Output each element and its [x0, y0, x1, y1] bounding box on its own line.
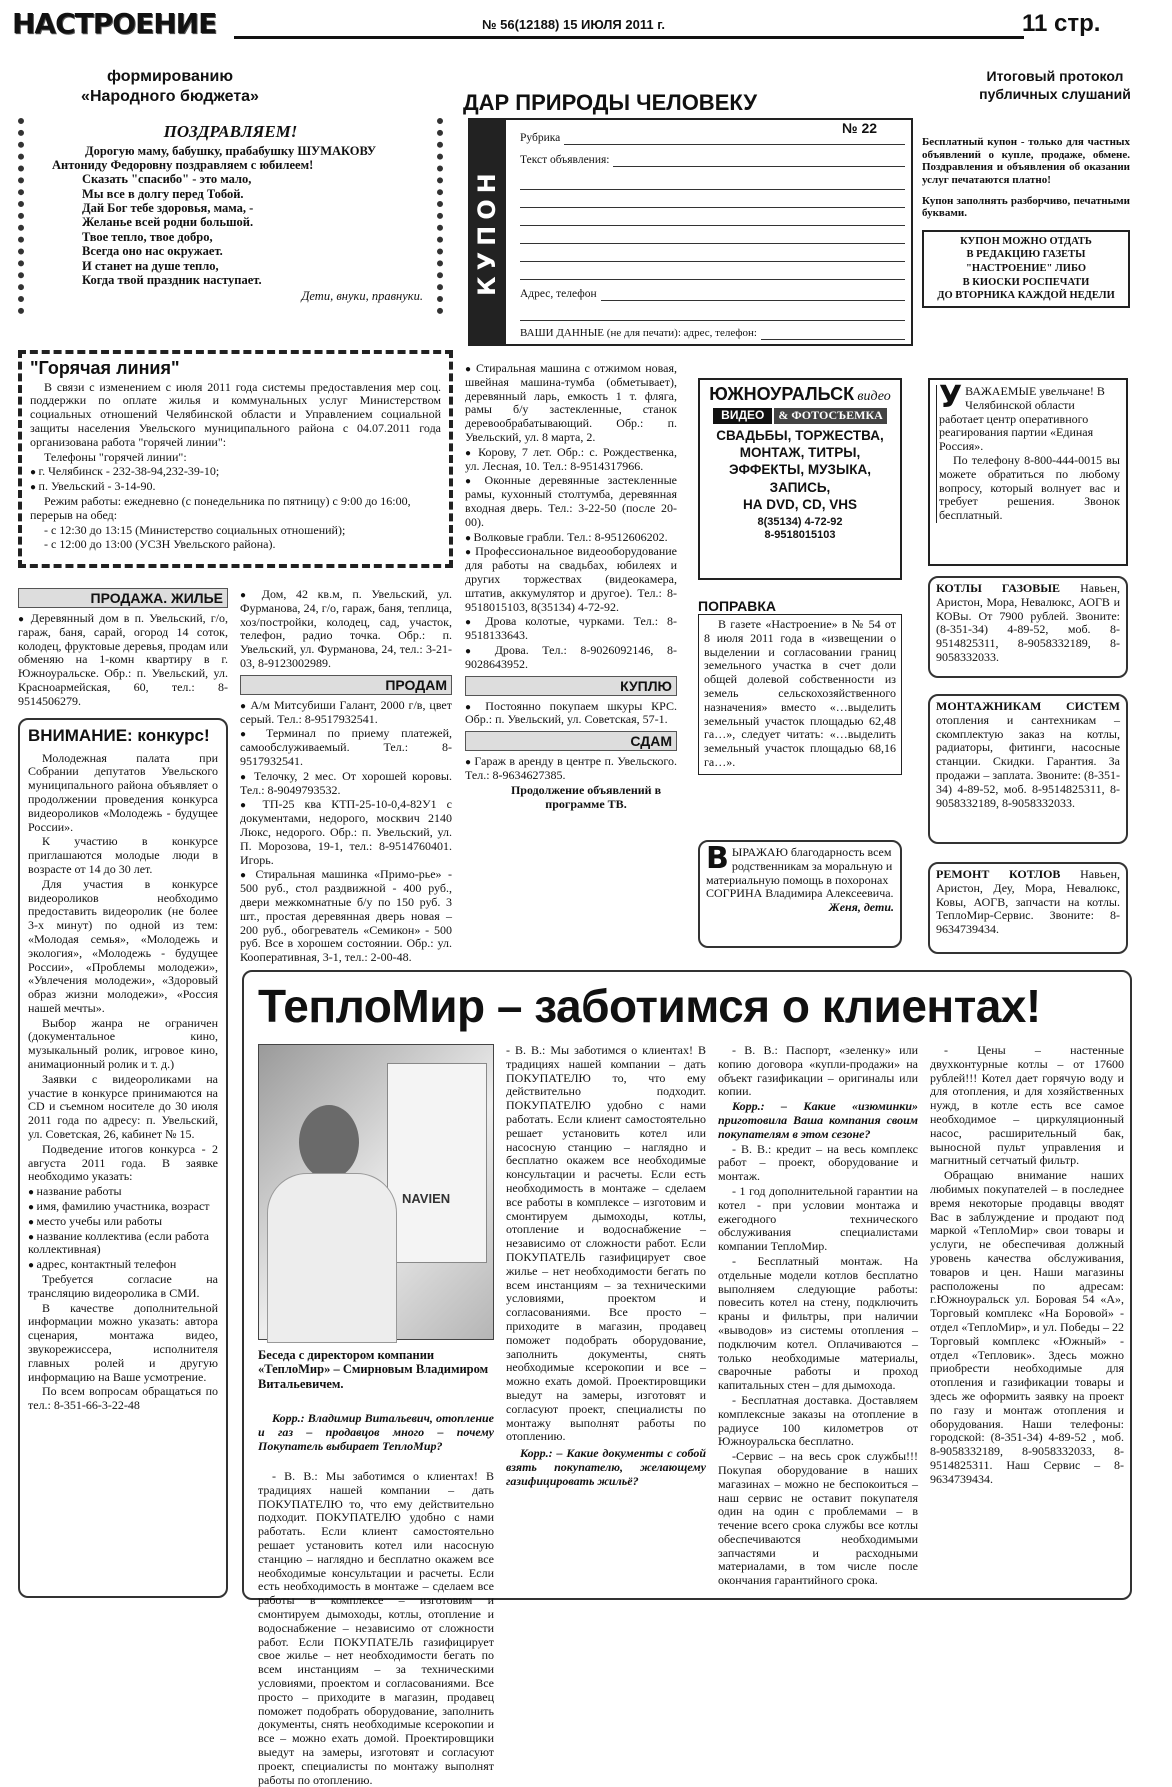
masthead-rule	[234, 36, 1024, 39]
coupon-text-line[interactable]	[613, 154, 905, 167]
poem-line: Мы все в долгу перед Тобой.	[82, 186, 244, 201]
video-tags	[704, 408, 896, 424]
poem-line: Желанье всей родни большой.	[82, 215, 254, 230]
section-header: СДАМ	[465, 731, 677, 751]
video-brand	[704, 384, 896, 405]
united-russia-inner	[936, 380, 1120, 523]
video-brand-suffix: видео	[857, 389, 891, 404]
ad-item: ● Оконные деревянные застекленные рамы, кухонный столтумба, деревянная входная дверь. Тел.: 3-22-50 (после 20-00).	[465, 474, 677, 529]
video-phones	[704, 516, 896, 541]
correction-box	[698, 598, 902, 818]
coupon-private-line[interactable]	[761, 327, 905, 340]
masthead	[12, 8, 1162, 42]
united-russia-text: ВАЖАЕМЫЕ увельчане! В Челябинской области работает центр оперативного реагирования партии «Единая Россия».	[939, 384, 1105, 454]
coupon-deliver-2: В РЕДАКЦИЮ ГАЗЕТЫ	[966, 249, 1086, 261]
coupon-text-line[interactable]	[520, 262, 905, 280]
contest-list-item: ● название коллектива (если работа коллективная)	[28, 1230, 218, 1258]
coupon-deliver-1: КУПОН МОЖНО ОТДАТЬ	[960, 235, 1092, 247]
contest-list-item: ● адрес, контактный телефон	[28, 1258, 218, 1272]
ad-item: ● Терминал по приему платежей, самообслуживаемый. Тел.: 8-9517932541.	[240, 727, 452, 768]
video-service-line: МОНТАЖ, ТИТРЫ,	[739, 445, 861, 461]
coupon-field-rubric[interactable]	[520, 132, 905, 145]
hotline-break: - с 12:00 до 13:00 (УСЗН Увельского района).	[44, 537, 276, 552]
coupon-side-label: КУПОН	[470, 120, 506, 344]
video-service-line: НА DVD, CD, VHS	[742, 496, 857, 512]
ad-item: ● Волковые грабли. Тел.: 8-9512606202.	[465, 531, 677, 545]
contest-box	[18, 718, 228, 1598]
contest-text: По всем вопросам обращаться по тел.: 8-351-66-3-22-48	[28, 1384, 218, 1413]
video-tag: ВИДЕО	[713, 408, 772, 424]
coupon-text-line[interactable]	[520, 190, 905, 208]
boilers-gas-ad	[928, 576, 1128, 678]
ad-item: ● Дрова. Тел.: 8-9026092146, 8-9028643952.	[465, 644, 677, 672]
boiler-repair-title: РЕМОНТ КОТЛОВ	[936, 867, 1061, 881]
banner-right-head-2: публичных слушаний	[979, 86, 1131, 102]
video-services	[704, 427, 896, 513]
ads-continued-note: Продолжение объявлений в программе ТВ.	[510, 782, 662, 811]
gratitude-dropcap: В	[706, 841, 729, 876]
banner-right-head-1: Итоговый протокол	[986, 68, 1124, 84]
coupon-form	[468, 118, 913, 346]
person-head	[299, 1105, 359, 1179]
ad-item: ● ТП-25 ква КТП-25-10-0,4-82У1 с документами, недорого, москвич 2140 Люкс, недорого. Обр.: п. Увельский, ул. П. Морозова, 19-1, тел.: 8-9514760401. Игорь.	[240, 798, 452, 867]
coupon-field-text[interactable]	[520, 154, 905, 167]
poem-line: И станет на душе тепло,	[82, 258, 219, 273]
coupon-text-line[interactable]	[520, 172, 905, 190]
poem-line: Дай Бог тебе здоровья, мама, -	[82, 201, 254, 216]
contest-title: ВНИМАНИЕ: конкурс!	[28, 726, 210, 745]
correction-text: В газете «Настроение» в № 54 от 8 июля 2011 года в «извещении о выделении и согласовании границ земельного участка в счет доли общей долевой собственности из земель сельскохозяйственного назначения» вместо «…выделить земельный участок площадью 62,48 га…», следует читать: «…выделить земельный участок площадью 68,16 га…».	[704, 617, 896, 770]
interview-answer: - В. В.: Паспорт, «зеленку» или копию договора «купли-продажи» на объект газификации – оригиналы или копии.	[718, 1043, 918, 1099]
coupon-info-1: Бесплатный купон - только для частных объявлений о купле, продаже, обмене. Поздравления и объявления об оказании услуг печатаются платно!	[922, 136, 1130, 186]
coupon-deliver-5: ДО ВТОРНИКА КАЖДОЙ НЕДЕЛИ	[937, 290, 1115, 302]
photo-caption: Беседа с директором компании «ТеплоМир» – Смирновым Владимиром Витальевичем.	[258, 1348, 489, 1391]
banner-left-head-1: формированию	[106, 68, 234, 85]
correction-body	[698, 615, 902, 775]
contest-list-item: ● имя, фамилию участника, возраст	[28, 1200, 218, 1214]
teplomir-article	[242, 970, 1132, 1787]
installers-title: МОНТАЖНИКАМ СИСТЕМ	[936, 699, 1120, 713]
boiler-image	[387, 1063, 487, 1263]
newspaper-logo: НАСТРОЕНИЕ	[12, 7, 217, 40]
gratitude-signature: Женя, дети.	[828, 900, 894, 915]
greeting-intro-1: Дорогую маму, бабушку, прабабушку ШУМАКОВУ	[84, 143, 377, 158]
greeting-title: ПОЗДРАВЛЯЕМ!	[163, 122, 298, 141]
ad-item: ● Дом, 42 кв.м, п. Увельский, ул. Фурманова, 24, г/о, гараж, баня, теплица, хоз/постройки, колодец, сад, участок, телефон, радио точка. Обр.: п. Увельский, ул. Фурманова, 24, тел.: 3-21-03, 8-9123002989.	[240, 588, 452, 671]
coupon-field-contacts[interactable]	[520, 288, 905, 301]
video-brand-name: ЮЖНОУРАЛЬСК	[709, 384, 855, 404]
contest-text: Выбор жанра не ограничен (документальное кино, музыкальный ролик, игровое кино, анимационный ролик и т. д.)	[28, 1015, 218, 1072]
video-service-line: ЗАПИСЬ,	[769, 479, 831, 495]
coupon-text-line[interactable]	[520, 208, 905, 226]
contest-text: К участию в конкурсе приглашаются молодые люди в возрасте от 14 до 30 лет.	[28, 834, 218, 876]
interview-question: Корр.: – Какие документы с собой взять покупателю, желающему газифицировать жильё?	[506, 1446, 706, 1488]
contest-text: Для участия в конкурсе видеороликов необходимо предоставить видеоролик (не более 3-х минут) по одной из тем: «Молодая семья», «Молодежь и экология», «Молодежь - будущее России», «Проблемы молодежи», «Увлечения молодежи», «Здоровый образ жизни молодежи», «Россия нашей мечты».	[28, 876, 218, 1015]
boiler-repair-text: Навьен, Аристон, Деу, Мора, Невалюкс, Ковы, АОГВ, запчасти на котлы. ТеплоМир-Сервис. Звоните: 8-9634739434.	[936, 867, 1120, 937]
interview-answer: - Бесплатная доставка. Доставляем комплексные заказы на отопление в радиусе 100 километров от Южноуральска бесплатно.	[718, 1392, 918, 1449]
interview-question: Корр.: Владимир Витальевич, отопление и газ – продавцов много – почему Покупатель выбирает ТеплоМир?	[258, 1411, 494, 1453]
installers-text: отопления и сантехникам – скомплектую заказ на котлы, радиаторы, фитинги, насосные станции. Скидки. Гарантия. За продажи – заплата. Звоните: (8-351-34) 4-89-52, моб. 8-9514825311, 8-9058332189, 8-9058332033.	[936, 712, 1120, 810]
ad-item: ● Дрова колотые, чурками. Тел.: 8-9518133643.	[465, 615, 677, 643]
interview-answer: - Бесплатный монтаж. На отдельные модели котлов бесплатно выполняем следующие работы: повесить котел на стену, подключить краны и фильтры, при наличии «выводов» из системы отопления – подключим котел. Оплачиваются – только необходимые материалы, сварочные работы и проход капитальных стен – для дымохода.	[718, 1253, 918, 1393]
contest-text: Молодежная палата при Собрании депутатов Увельского муниципального района объявляет о продолжении проведения конкурса видеороликов «Молодежь - будущее России».	[28, 750, 218, 834]
banner-center-head: ДАР ПРИРОДЫ ЧЕЛОВЕКУ	[462, 90, 758, 115]
coupon-contacts-line-2[interactable]	[520, 308, 905, 321]
video-tag: & ФОТОСЪЕМКА	[774, 408, 887, 424]
contest-list-item: ● название работы	[28, 1185, 218, 1199]
interview-answer: - 1 год дополнительной гарантии на котел - при условии монтажа и ежегодного технического обслуживания специалистами компании ТеплоМир.	[718, 1183, 918, 1254]
interview-question: Корр.: – Какие «изюминки» приготовила Ваша компания своим покупателям в этом сезоне?	[718, 1099, 918, 1141]
coupon-field-text-label: Текст объявления:	[520, 154, 610, 166]
hotline-text: В связи с изменением с июля 2011 года системы предоставления мер соц. поддержки по оплате жилья и коммунальных услуг Министерством социальных отношений Челябинской области и Управлением социальной защиты населения Увельского муниципального района с 04.07.2011 года организована работа "горячей линии":	[30, 379, 441, 449]
interview-answer: -Сервис – на весь срок службы!!! Покупая оборудование в наших магазинах – можно не беспокоиться – наш сервис не оставит покупателя один на один с проблемами – в течение всего срока службы все котлы обеспечиваются необходимыми запчастями и расходными материалами, в том числе после окончания гарантийного срока.	[718, 1449, 918, 1588]
hotline-phone: ● г. Челябинск - 232-38-94,232-39-10;	[30, 465, 441, 479]
ad-item: ● Гараж в аренду в центре п. Увельского. Тел.: 8-9634627385.	[465, 755, 677, 783]
interview-answer: - В. В.: кредит – на весь комплекс работ – проект, оборудование и монтаж.	[718, 1141, 918, 1184]
ad-item: ● Постоянно покупаем шкуры КРС. Обр.: п. Увельский, ул. Советская, 57-1.	[465, 700, 677, 728]
greeting-intro-2: Антониду Федоровну поздравляем с юбилеем!	[52, 157, 314, 172]
page-number: 11 стр.	[1022, 10, 1101, 37]
poem-line: Всегда оно нас окружает.	[82, 244, 223, 259]
section-header: ПРОДАЖА. ЖИЛЬЕ	[18, 588, 228, 608]
interview-answer: Обращаю внимание наших любимых покупателей – в последнее время некоторые продавцы вводят Вас в заблуждение и продают под маркой «ТеплоМир» свои товары и услуги, не обеспечивая должный уровень качества обслуживания, товаров и цен. Наши магазины расположены по адресам: г.Южноуральск ул. Боровая 54 «А», Торговый комплекс «На Боровой» - отдел «ТеплоМир», и ул. Победы – 22 Торговый комплекс «Южный» - отдел «Тепловик». Здесь можно приобрести необходимые для отопления и газификации товары и здесь же оформить заявку на проект по газу и монтаж отопления и оборудования. Наши телефоны: городской: (8-351-34) 4-89-52 , моб. 8-9058332189, 8-9058332033, 8-9514825311. Наш Сервис – 8-9634739434.	[930, 1168, 1124, 1486]
hotline-break: - с 12:30 до 13:15 (Министерство социальных отношений);	[44, 522, 346, 537]
ad-item: ● Стиральная машина с отжимом новая, швейная машина-тумба (обметывает), деревянный ларь, емкость 1 т. фляга, рамы б/у застекленные, станок деревообрабатывающий. Обр.: п. Увельский, ул. 8 марта, 2.	[465, 362, 677, 445]
hotline-box	[18, 350, 453, 568]
coupon-field-private-label: ВАШИ ДАННЫЕ (не для печати): адрес, телефон:	[520, 327, 757, 339]
interview-col-2	[506, 1044, 706, 1594]
interview-answer: - Цены – настенные двухконтурные котлы – от 17600 рублей!!! Котел дает горячую воду и для отопления, и для хозяйственных нужд, в котле есть все самое необходимое – циркуляционный насос, расширительный бак, выносной пульт управления и магнитный сетчатый фильтр.	[930, 1043, 1124, 1168]
ad-item: ● Деревянный дом в п. Увельский, г/о, гараж, баня, сарай, огород 14 соток, колодец, фруктовые деревья, продам или обменяю на 1-комн квартиру в г. Южноуральске. Обр.: п. Увельский, ул. Красноармейская, 60, тел.: 8-9514506279.	[18, 612, 228, 709]
boilers-gas-title: КОТЛЫ ГАЗОВЫЕ	[936, 581, 1061, 595]
coupon-deliver-3: "НАСТРОЕНИЕ" ЛИБО	[966, 263, 1086, 275]
ad-item: ● Корову, 7 лет. Обр.: с. Рождественка, ул. Лесная, 10. Тел.: 8-9514317966.	[465, 446, 677, 474]
interview-col-3	[718, 1044, 918, 1594]
coupon-text-lines[interactable]	[520, 172, 905, 280]
video-phone: 8(35134) 4-72-92	[757, 516, 843, 529]
coupon-info-2: Купон заполнять разборчиво, печатными буквами.	[922, 194, 1130, 220]
coupon-contacts-line[interactable]	[601, 288, 905, 301]
ad-item: ● Телочку, 2 мес. От хорошей коровы. Тел.: 8-9049793532.	[240, 770, 452, 798]
video-service-line: СВАДЬБЫ, ТОРЖЕСТВА,	[716, 427, 884, 443]
video-phone: 8-9518015103	[764, 528, 836, 541]
hotline-title: "Горячая линия"	[30, 358, 180, 378]
greeting-signature: Дети, внуки, правнуки.	[301, 289, 423, 304]
section-header: КУПЛЮ	[465, 676, 677, 696]
issue-number: № 56(12188) 15 ИЮЛЯ 2011 г.	[482, 17, 665, 32]
teplomir-headline: ТеплоМир – заботимся о клиентах!	[258, 980, 1041, 1032]
united-russia-box	[928, 378, 1128, 566]
boiler-repair-ad	[928, 862, 1128, 954]
interview-col-1	[258, 1412, 494, 1454]
person-body	[267, 1173, 397, 1343]
boilers-gas-text: Навьен, Аристон, Мора, Невалюкс, АОГВ и КОВы. От 7900 рублей. Звоните: (8-351-34) 4-89-52, моб. 8-9514825311, 8-9058332189, 8-9058332033.	[936, 581, 1120, 664]
coupon-field-private[interactable]	[520, 327, 905, 340]
interview-answer-cont: - В. В.: Мы заботимся о клиентах! В традициях нашей компании – дать ПОКУПАТЕЛЮ то, что ему действительно подходит. ПОКУПАТЕЛЮ удобно с нами работать. Если клиент самостоятельно решает установить котел или насосную станцию – наглядно и бесплатно окажем все необходимые консультации и расчеты. Если есть необходимость в монтаже – сделаем все работы в комплексе – изготовим и смонтируем дымоходы, котлы, отопление и водоснабжение – независимо от сложности работ. Если ПОКУПАТЕЛЬ газифицирует свое жилье – нет необходимости бегать по всем инстанциям – за техническими условиями, проектом и согласованиями. Все просто – приходите в магазин, продавец поможет подобрать оборудование, заполнить документы, снять необходимые ксерокопии и все – можно ехать домой. Проектировщики выедут на замеры, изготовят и согласуют проект, специалисты по монтажу выполнят работы по отоплению.	[506, 1043, 706, 1444]
coupon-info	[922, 136, 1130, 346]
gratitude-box	[698, 840, 902, 948]
poem-line: Сказать "спасибо" - это мало,	[82, 172, 252, 187]
greeting-box	[18, 118, 443, 314]
coupon-number: № 22	[842, 120, 878, 136]
hotline-phones-label: Телефоны "горячей линии":	[44, 449, 187, 464]
banner-left-head-2: «Народного бюджета»	[81, 88, 259, 105]
ad-item: ● Стиральная машинка «Примо-рье» - 500 руб., стол раздвижной - 400 руб., двери межкомнатные б/у по 150 руб. 3 шт., простая деревянная дверь новая – 200 руб., обогреватель «Семикон» - 500 руб. Все в хорошем состоянии. Обр.: ул. Кооперативная, 3-1, тел.: 2-00-48.	[240, 868, 452, 965]
interview-answer: - В. В.: Мы заботимся о клиентах! В традициях нашей компании – дать ПОКУПАТЕЛЮ то, что ему действительно подходит. ПОКУПАТЕЛЮ удобно с нами работать. Если клиент самостоятельно решает установить котел или насосную станцию – наглядно и бесплатно окажем все необходимые консультации и расчеты. Если есть необходимость в монтаже – сделаем все работы в комплексе – изготовим и смонтируем дымоходы, котлы, отопление и водоснабжение – независимо от сложности работ. Если ПОКУПАТЕЛЬ газифицирует свое жилье – нет необходимости бегать по всем инстанциям – за техническими условиями, проектом и согласованиями. Все просто – приходите в магазин, продавец поможет подобрать оборудование, заполнить документы, снять необходимые ксерокопии и все – можно ехать домой. Проектировщики выедут на замеры, изготовят и согласуют проект, специалисты по монтажу выполнят работы по отоплению.	[258, 1469, 494, 1787]
coupon-deliver-4: В КИОСКИ РОСПЕЧАТИ	[962, 276, 1090, 288]
contest-list-item: ● место учебы или работы	[28, 1215, 218, 1229]
correction-title: ПОПРАВКА	[698, 598, 902, 615]
contest-text: В качестве дополнительной информации можно указать: автора сценария, монтажа видео, звукорежиссера, исполнителя главных ролей и другую информацию на Ваше усмотрение.	[28, 1300, 218, 1384]
coupon-text-line[interactable]	[520, 244, 905, 262]
ads-column-3	[465, 362, 677, 813]
video-service-line: ЭФФЕКТЫ, МУЗЫКА,	[729, 462, 871, 478]
ad-item: ● Профессиональное видеооборудование для работы на свадьбах, юбилеях и других торжествах (видеокамера, штатив, аккумулятор и другое). Тел.: 8-9518015103, 8(35134) 4-72-92.	[465, 545, 677, 614]
hotline-phone: ● п. Увельский - 3-14-90.	[30, 480, 441, 494]
ad-item: ● А/м Митсубиши Галант, 2000 г/в, цвет серый. Тел.: 8-9517932541.	[240, 699, 452, 727]
ads-column-1	[18, 588, 228, 710]
section-header: ПРОДАМ	[240, 675, 452, 695]
installers-ad	[928, 694, 1128, 844]
poem-line: Твое тепло, твое добро,	[82, 229, 213, 244]
united-russia-dropcap: У	[939, 380, 963, 415]
gratitude-text: ЫРАЖАЮ благодарность всем родственникам за моральную и материальную помощь в похоронах СОГРИНА Владимира Алексеевича.	[706, 845, 894, 901]
coupon-text-line[interactable]	[520, 226, 905, 244]
video-ad	[698, 378, 902, 580]
coupon-rubric-line[interactable]	[564, 132, 905, 145]
top-banner	[20, 50, 1155, 120]
contest-text: Заявки с видеороликами на участие в конкурсе принимаются на CD и съемном носителе до 30 июля 2011 года по адресу: п. Увельский, ул. Советская, 26, кабинет № 15.	[28, 1071, 218, 1142]
hotline-schedule: Режим работы: ежедневно (с понедельника по пятницу) с 9:00 до 16:00, перерыв на обед:	[30, 494, 411, 522]
boiler-brand-label: NAVIEN	[402, 1191, 451, 1206]
director-photo	[258, 1044, 494, 1340]
united-russia-text: По телефону 8-800-444-0015 вы можете обратиться по любому вопросу, который волнует вас и требует решения. Звонок бесплатный.	[939, 452, 1120, 523]
contest-text: Подведение итогов конкурса - 2 августа 2011 года. В заявке необходимо указать:	[28, 1141, 218, 1184]
coupon-field-rubric-label: Рубрика	[520, 132, 561, 144]
contest-text: Требуется согласие на трансляцию видеоролика в СМИ.	[28, 1272, 218, 1300]
coupon-field-contacts-label: Адрес, телефон	[520, 288, 597, 300]
poem-line: Когда твой праздник наступает.	[82, 272, 262, 287]
greeting-poem	[38, 172, 423, 287]
coupon-deliver-box	[922, 230, 1130, 308]
ads-column-2	[240, 588, 452, 966]
interview-col-4	[930, 1044, 1124, 1594]
